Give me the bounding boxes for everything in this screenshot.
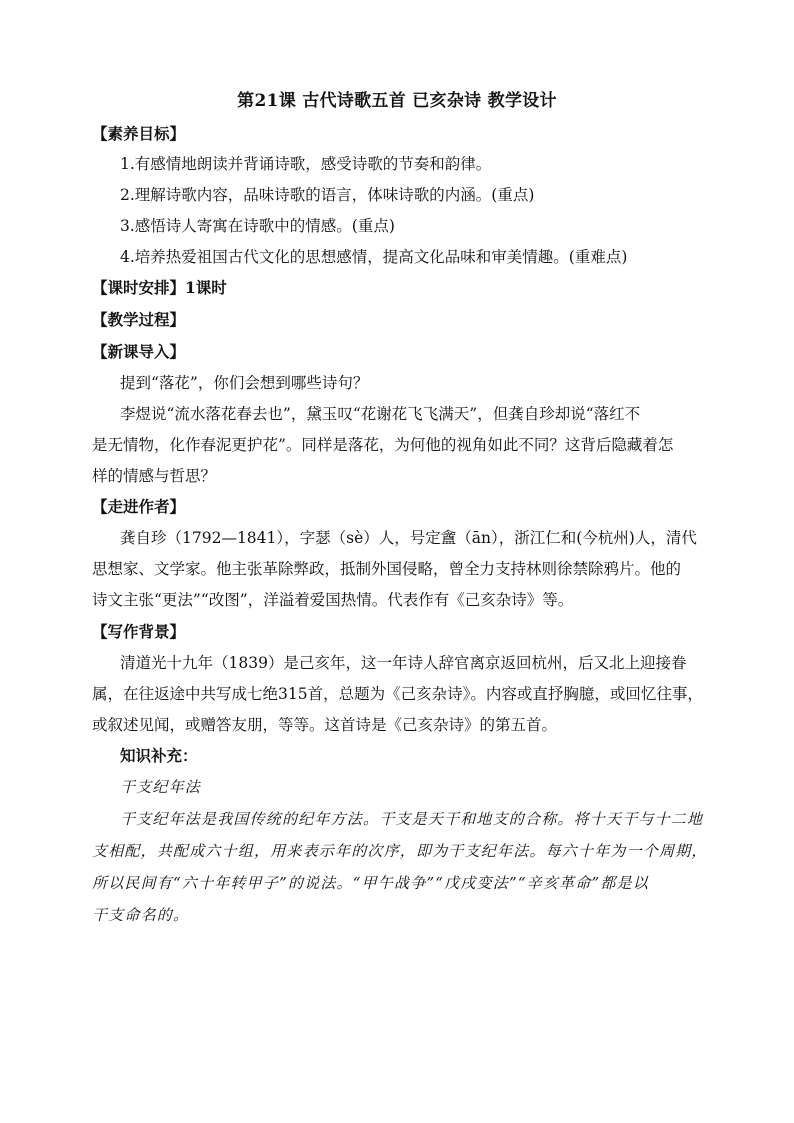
goal-item: 2.理解诗歌内容，品味诗歌的语言，体味诗歌的内涵。(重点) bbox=[120, 186, 535, 204]
background-paragraph-line: 属，在往返途中共写成七绝315首，总题为《己亥杂诗》。内容或直抒胸臆，或回忆往事， bbox=[92, 685, 703, 703]
supplement-heading: 知识补充： bbox=[120, 746, 198, 765]
page-title: 第21课 古代诗歌五首 已亥杂诗 教学设计 bbox=[237, 91, 557, 111]
schedule-line: 【课时安排】1课时 bbox=[92, 278, 227, 297]
supplement-paragraph-line: 干支命名的。 bbox=[92, 906, 190, 924]
process-heading: 【教学过程】 bbox=[92, 310, 186, 329]
intro-paragraph-line: 是无情物，化作春泥更护花”。同样是落花，为何他的视角如此不同？这背后隐藏着怎 bbox=[92, 436, 674, 454]
supplement-paragraph-line: 干支纪年法是我国传统的纪年方法。干支是天干和地支的合称。将十天干与十二地 bbox=[120, 810, 704, 828]
author-paragraph-line: 思想家、文学家。他主张革除弊政，抵制外国侵略，曾全力支持林则徐禁除鸦片。他的 bbox=[92, 560, 682, 578]
author-paragraph-line: 龚自珍（1792—1841），字瑟（sè）人，号定盦（ān），浙江仁和(今杭州)人，清代 bbox=[120, 529, 697, 547]
supplement-paragraph-line: 所以民间有“六十年转甲子”的说法。“甲午战争”“戊戌变法”“辛亥革命”都是以 bbox=[92, 874, 649, 892]
intro-paragraph-line: 李煜说“流水落花春去也”，黛玉叹“花谢花飞飞满天”，但龚自珍却说“落红不 bbox=[120, 405, 641, 423]
intro-paragraph-line: 样的情感与哲思？ bbox=[92, 467, 217, 485]
background-paragraph-line: 清道光十九年（1839）是己亥年，这一年诗人辞官离京返回杭州，后又北上迎接眷 bbox=[120, 654, 687, 672]
intro-question: 提到“落花”，你们会想到哪些诗句？ bbox=[120, 374, 369, 392]
goals-heading: 【素养目标】 bbox=[92, 124, 186, 143]
author-paragraph-line: 诗文主张“更法”“改图”，洋溢着爱国热情。代表作有《己亥杂诗》等。 bbox=[92, 591, 574, 609]
goal-item: 4.培养热爱祖国古代文化的思想感情，提高文化品味和审美情趣。(重难点) bbox=[120, 248, 628, 266]
goal-item: 1.有感情地朗读并背诵诗歌，感受诗歌的节奏和韵律。 bbox=[120, 155, 492, 173]
goal-item: 3.感悟诗人寄寓在诗歌中的情感。(重点) bbox=[120, 217, 395, 235]
background-paragraph-line: 或叙述见闻，或赠答友朋，等等。这首诗是《己亥杂诗》的第五首。 bbox=[92, 716, 558, 734]
author-heading: 【走进作者】 bbox=[92, 497, 186, 516]
supplement-paragraph-line: 支相配，共配成六十组，用来表示年的次序，即为干支纪年法。每六十年为一个周期， bbox=[92, 842, 708, 860]
intro-heading: 【新课导入】 bbox=[92, 342, 186, 361]
background-heading: 【写作背景】 bbox=[92, 622, 186, 641]
supplement-title: 干支纪年法 bbox=[120, 778, 202, 796]
